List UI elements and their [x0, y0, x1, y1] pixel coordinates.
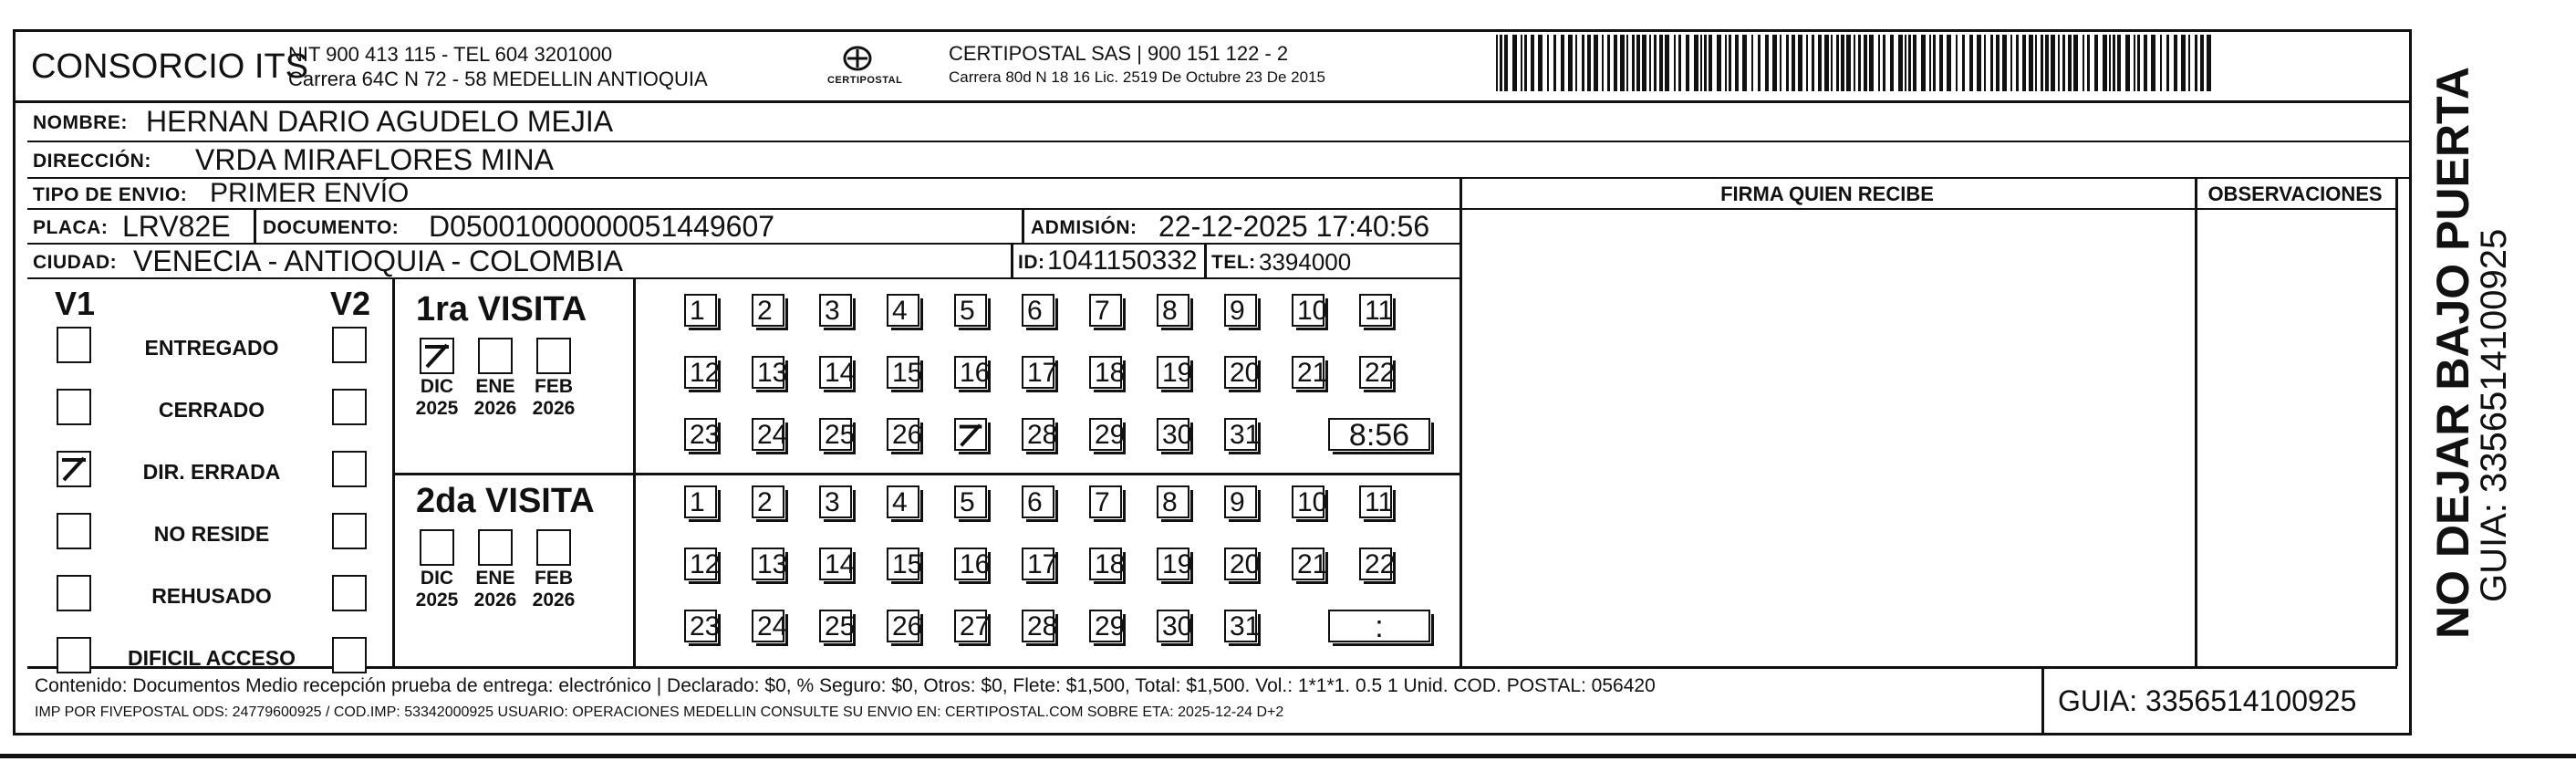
month-name: FEB: [535, 376, 573, 397]
visit-month-label: [410, 376, 463, 420]
footer-guia-divider: [2041, 666, 2044, 735]
nombre-value: HERNAN DARIO AGUDELO MEJIA: [146, 105, 614, 138]
certipostal-info: [949, 42, 1325, 87]
day-box[interactable]: 23: [684, 418, 717, 451]
row-direccion: [27, 142, 2412, 179]
company-nit-line: NIT 900 413 115 - TEL 604 3201000: [288, 43, 613, 66]
day-box[interactable]: 21: [1292, 356, 1324, 389]
barcode: [1496, 35, 2226, 95]
day-box[interactable]: 23: [684, 610, 717, 642]
footer-guia: GUIA: 3356514100925: [2058, 684, 2357, 717]
tipo-label: TIPO DE ENVIO:: [33, 184, 188, 205]
day-box[interactable]: 11: [1359, 294, 1392, 327]
status-v2-checkbox[interactable]: [332, 327, 367, 363]
day-box[interactable]: 9: [1224, 294, 1257, 327]
day-box[interactable]: 22: [1359, 356, 1392, 389]
tel-label: TEL:: [1211, 252, 1256, 273]
row-placa: [27, 210, 1459, 245]
v1-header: V1: [55, 285, 96, 322]
visit-month-label: [410, 568, 463, 611]
row-nombre: [27, 102, 2412, 142]
day-box[interactable]: 3: [819, 294, 852, 327]
day-box[interactable]: 4: [887, 294, 919, 327]
day-box[interactable]: 16: [954, 548, 987, 580]
certipostal-logo-icon: [826, 40, 889, 95]
day-box[interactable]: 20: [1224, 356, 1257, 389]
documento-value: D05001000000051449607: [429, 210, 775, 243]
firma-header: FIRMA QUIEN RECIBE: [1720, 183, 1934, 205]
day-box[interactable]: 31: [1224, 610, 1257, 642]
ciudad-label: CIUDAD:: [33, 252, 118, 273]
day-box[interactable]: 18: [1089, 356, 1122, 389]
visit-month-checkbox[interactable]: [478, 529, 513, 566]
day-box[interactable]: 6: [1022, 485, 1054, 518]
month-name: ENE: [475, 568, 515, 589]
obs-left-border: [2195, 179, 2197, 666]
day-box[interactable]: 1: [684, 294, 717, 327]
company-address-line: Carrera 64C N 72 - 58 MEDELLIN ANTIOQUIA: [288, 68, 708, 90]
day-box[interactable]: 19: [1157, 548, 1189, 580]
day-box[interactable]: 28: [1022, 418, 1054, 451]
status-label: ENTREGADO: [144, 336, 279, 360]
day-box[interactable]: 12: [684, 356, 717, 389]
day-box[interactable]: 17: [1022, 356, 1054, 389]
v2-header: V2: [330, 285, 371, 322]
admision-label: ADMISIÓN:: [1031, 217, 1137, 238]
day-box[interactable]: 13: [752, 548, 784, 580]
day-box[interactable]: 24: [752, 610, 784, 642]
visit1-month-divider: [633, 279, 636, 666]
id-label: ID:: [1018, 252, 1045, 273]
visit-month-checkbox[interactable]: [420, 338, 454, 374]
month-year: 2026: [473, 589, 517, 610]
status-v2-checkbox[interactable]: [332, 575, 367, 611]
day-box[interactable]: 20: [1224, 548, 1257, 580]
footer-contenido: Contenido: Documentos Medio recepción prueba de entrega: electrónico | Declarado: $0, % Seguro: $0, Otros: $0, Flete: $1,500, Total: $1,500. Vol.: 1*1*1. 0.5 1 Unid. COD. POSTAL: 056420: [35, 675, 1656, 696]
month-name: ENE: [475, 376, 515, 397]
day-box[interactable]: 16: [954, 356, 987, 389]
status-v1-checkbox[interactable]: [57, 327, 91, 363]
status-v2-checkbox[interactable]: [332, 637, 367, 673]
tipo-value: PRIMER ENVÍO: [210, 178, 410, 208]
status-label: REHUSADO: [151, 584, 272, 608]
day-box[interactable]: 31: [1224, 418, 1257, 451]
status-v1-checkbox[interactable]: [57, 637, 91, 673]
status-v2-checkbox[interactable]: [332, 389, 367, 425]
day-box[interactable]: 27: [954, 610, 987, 642]
day-box[interactable]: 30: [1157, 610, 1189, 642]
status-v1-checkbox[interactable]: [57, 513, 91, 549]
logo-text: CERTIPOSTAL: [827, 75, 903, 86]
day-box[interactable]: 9: [1224, 485, 1257, 518]
documento-label: DOCUMENTO:: [263, 217, 400, 238]
month-year: 2025: [415, 589, 459, 610]
visit-month-checkbox[interactable]: [420, 529, 454, 566]
day-box[interactable]: 5: [954, 485, 987, 518]
visit2-title: 2da VISITA: [416, 482, 595, 520]
day-box[interactable]: 1: [684, 485, 717, 518]
day-box[interactable]: 4: [887, 485, 919, 518]
direccion-value: VRDA MIRAFLORES MINA: [195, 143, 554, 176]
day-box[interactable]: 12: [684, 548, 717, 580]
no-dejar-bajo-puerta: NO DEJAR BAJO PUERTA: [2427, 67, 2478, 639]
day-box[interactable]: 17: [1022, 548, 1054, 580]
observaciones-header: OBSERVACIONES: [2207, 183, 2383, 205]
nombre-label: NOMBRE:: [33, 112, 128, 133]
bottom-rule: [0, 754, 2576, 758]
visit-month-checkbox[interactable]: [478, 338, 513, 374]
visit-divider: [392, 473, 1461, 475]
status-label: DIR. ERRADA: [142, 460, 281, 484]
day-box[interactable]: 2: [752, 294, 784, 327]
certipostal-logo: [826, 40, 903, 95]
status-label: DIFICIL ACCESO: [127, 646, 296, 670]
visit-month-label: [527, 568, 580, 611]
day-box[interactable]: [954, 418, 987, 451]
status-label: NO RESIDE: [153, 522, 270, 546]
month-name: FEB: [535, 568, 573, 589]
month-name: DIC: [420, 376, 454, 397]
status-v1-checkbox[interactable]: [57, 389, 91, 425]
certipostal-address-line: Carrera 80d N 18 16 Lic. 2519 De Octubre 23 De 2015: [949, 68, 1325, 86]
visit-month-checkbox[interactable]: [536, 338, 571, 374]
day-box[interactable]: 13: [752, 356, 784, 389]
day-box[interactable]: 22: [1359, 548, 1392, 580]
day-box[interactable]: 29: [1089, 418, 1122, 451]
certipostal-nit-line: CERTIPOSTAL SAS | 900 151 122 - 2: [949, 42, 1289, 65]
day-box[interactable]: 28: [1022, 610, 1054, 642]
day-box[interactable]: 7: [1089, 485, 1122, 518]
placa-divider: [254, 210, 256, 243]
day-box[interactable]: 25: [819, 610, 852, 642]
day-box[interactable]: 6: [1022, 294, 1054, 327]
visit1-title: 1ra VISITA: [416, 290, 587, 329]
day-box[interactable]: 29: [1089, 610, 1122, 642]
day-box[interactable]: 25: [819, 418, 852, 451]
company-info: [288, 42, 708, 91]
day-box[interactable]: 18: [1089, 548, 1122, 580]
day-box[interactable]: 14: [819, 356, 852, 389]
day-box[interactable]: 14: [819, 548, 852, 580]
day-box[interactable]: 2: [752, 485, 784, 518]
status-label: CERRADO: [158, 398, 265, 422]
id-value: 1041150332: [1047, 245, 1198, 276]
status-v2-checkbox[interactable]: [332, 451, 367, 487]
admision-divider: [1022, 210, 1024, 243]
time-box[interactable]: :: [1328, 610, 1430, 642]
side-guia: GUIA: 3356514100925: [2474, 228, 2514, 602]
month-year: 2026: [532, 398, 576, 419]
row-ciudad: [27, 245, 1459, 279]
company-name: CONSORCIO ITS: [31, 47, 309, 86]
side-text: [2426, 67, 2554, 639]
day-box[interactable]: 3: [819, 485, 852, 518]
day-box[interactable]: 15: [887, 356, 919, 389]
visit-month-label: [469, 568, 522, 611]
status-v1-checkbox[interactable]: [57, 575, 91, 611]
right-header-rule: [1459, 208, 2397, 210]
tel-divider: [1204, 245, 1207, 277]
status-v2-checkbox[interactable]: [332, 513, 367, 549]
placa-value: LRV82E: [122, 210, 231, 243]
visit-month-checkbox[interactable]: [536, 529, 571, 566]
day-box[interactable]: 10: [1292, 485, 1324, 518]
day-box[interactable]: 10: [1292, 294, 1324, 327]
status-v1-checkbox[interactable]: [57, 451, 91, 487]
month-year: 2025: [415, 398, 459, 419]
day-box[interactable]: 5: [954, 294, 987, 327]
day-box[interactable]: 19: [1157, 356, 1189, 389]
visit-month-label: [527, 376, 580, 420]
day-box[interactable]: 21: [1292, 548, 1324, 580]
day-box[interactable]: 26: [887, 610, 919, 642]
month-year: 2026: [532, 589, 576, 610]
admision-value: 22-12-2025 17:40:56: [1158, 210, 1430, 243]
day-box[interactable]: 30: [1157, 418, 1189, 451]
tel-value: 3394000: [1259, 248, 1352, 276]
ciudad-value: VENECIA - ANTIOQUIA - COLOMBIA: [133, 245, 623, 277]
direccion-label: DIRECCIÓN:: [33, 151, 151, 172]
row-tipo: [27, 179, 1459, 210]
day-box[interactable]: 26: [887, 418, 919, 451]
month-name: DIC: [420, 568, 454, 589]
placa-label: PLACA:: [33, 217, 109, 238]
firma-left-border: [1459, 179, 1462, 666]
footer-impresion: IMP POR FIVEPOSTAL ODS: 24779600925 / COD.IMP: 53342000925 USUARIO: OPERACIONES MEDELLIN CONSULTE SU ENVIO EN: CERTIPOSTAL.COM SOBRE ETA: 2025-12-24 D+2: [35, 704, 1284, 720]
day-box[interactable]: 24: [752, 418, 784, 451]
visit-month-label: [469, 376, 522, 420]
day-box[interactable]: 15: [887, 548, 919, 580]
day-box[interactable]: 11: [1359, 485, 1392, 518]
time-box[interactable]: 8:56: [1328, 418, 1430, 451]
day-box[interactable]: 8: [1157, 485, 1189, 518]
month-year: 2026: [473, 398, 517, 419]
id-divider: [1011, 245, 1013, 277]
obs-right-border: [2395, 179, 2398, 666]
day-box[interactable]: 8: [1157, 294, 1189, 327]
day-box[interactable]: 7: [1089, 294, 1122, 327]
